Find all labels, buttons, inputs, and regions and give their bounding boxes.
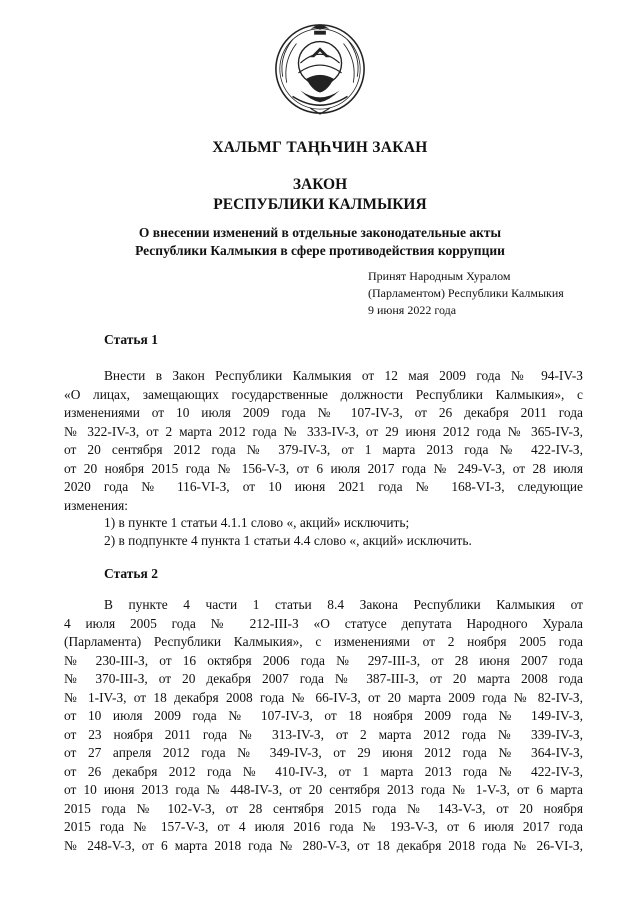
adoption-line2: (Парламентом) Республики Калмыкия	[368, 286, 564, 300]
text-line: 2020 года № 116-VI-З, от 10 июня 2021 года № 168-VI-З, следующие	[64, 479, 583, 494]
article-1-item-1: 1) в пункте 1 статьи 4.1.1 слово «, акций» исключить;	[104, 515, 410, 530]
adoption-line1: Принят Народным Хуралом	[368, 269, 511, 283]
adoption-note	[368, 268, 564, 319]
text-line: 4 июля 2005 года № 212-III-З «О статусе депутата Народного Хурала	[64, 615, 583, 631]
text-line: № 248-V-З, от 6 марта 2018 года № 280-V-З, от 18 декабря 2018 года № 26-VI-З,	[64, 837, 583, 853]
article-1-item-2: 2) в подпункте 4 пункта 1 статьи 4.4 слово «, акций» исключить.	[104, 533, 472, 548]
subtitle-line2: Республики Калмыкия в сфере противодействия коррупции	[135, 243, 505, 258]
text-line: от 20 сентября 2012 года № 379-IV-З, от 1 марта 2013 года № 422-IV-З,	[64, 442, 583, 457]
article-1-heading: Статья 1	[104, 332, 158, 347]
text-line: В пункте 4 части 1 статьи 8.4 Закона Республики Калмыкия от	[104, 597, 583, 612]
text-line: от 23 ноября 2011 года № 313-IV-З, от 2 марта 2012 года № 339-IV-З,	[64, 726, 583, 742]
article-1-body	[64, 367, 583, 515]
text-line: от 27 апреля 2012 года № 349-IV-З, от 29 июня 2012 года № 364-IV-З,	[64, 745, 583, 760]
law-title-line1: ЗАКОН	[292, 176, 348, 193]
text-line: от 10 июня 2013 года № 448-IV-З, от 20 сентября 2013 года № 1-V-З, от 6 марта	[64, 782, 583, 797]
text-line: от 10 июля 2009 года № 107-IV-З, от 18 ноября 2009 года № 149-IV-З,	[64, 708, 583, 723]
text-line: от 20 ноября 2015 года № 156-V-З, от 6 июля 2017 года № 249-V-З, от 28 июля	[64, 460, 583, 476]
subtitle-line1: О внесении изменений в отдельные законодательные акты	[138, 225, 502, 240]
article-2-heading: Статья 2	[104, 566, 158, 581]
law-title	[0, 175, 640, 215]
text-line: № 370-III-З, от 20 декабря 2007 года № 387-III-З, от 20 марта 2008 года	[64, 671, 583, 686]
text-line: (Парламента) Республики Калмыкия», с изменениями от 2 ноября 2005 года	[64, 634, 583, 649]
kalmyk-law-title: ХАЛЬМГ ТАҢҺЧИН ЗАКАН	[212, 139, 428, 156]
law-subtitle	[0, 224, 640, 260]
text-line: изменениями от 10 июля 2009 года № 107-IV-З, от 26 декабря 2011 года	[64, 405, 583, 420]
adoption-date: 9 июня 2022 года	[368, 303, 457, 317]
text-line: № 322-IV-З, от 2 марта 2012 года № 333-IV-З, от 29 июня 2012 года № 365-IV-З,	[64, 423, 583, 439]
law-title-line2: РЕСПУБЛИКИ КАЛМЫКИЯ	[213, 196, 427, 213]
coat-of-arms-emblem	[271, 18, 369, 116]
text-line: 2015 года № 102-V-З, от 28 сентября 2015 года № 143-V-З, от 20 ноября	[64, 800, 583, 816]
text-line: № 1-IV-З, от 18 декабря 2008 года № 66-IV-З, от 20 марта 2009 года № 82-IV-З,	[64, 689, 583, 705]
text-line: Внести в Закон Республики Калмыкия от 12 мая 2009 года № 94-IV-З	[104, 368, 583, 383]
text-line: изменения:	[64, 497, 129, 513]
text-line: № 230-III-З, от 16 октября 2006 года № 297-III-З, от 28 июня 2007 года	[64, 652, 583, 668]
article-2-body	[64, 596, 583, 855]
text-line: от 26 декабря 2012 года № 410-IV-З, от 1 марта 2013 года № 422-IV-З,	[64, 763, 583, 779]
text-line: 2015 года № 157-V-З, от 4 июля 2016 года № 193-V-З, от 6 июля 2017 года	[64, 819, 583, 834]
text-line: «О лицах, замещающих государственные должности Республики Калмыкия», с	[64, 386, 583, 402]
